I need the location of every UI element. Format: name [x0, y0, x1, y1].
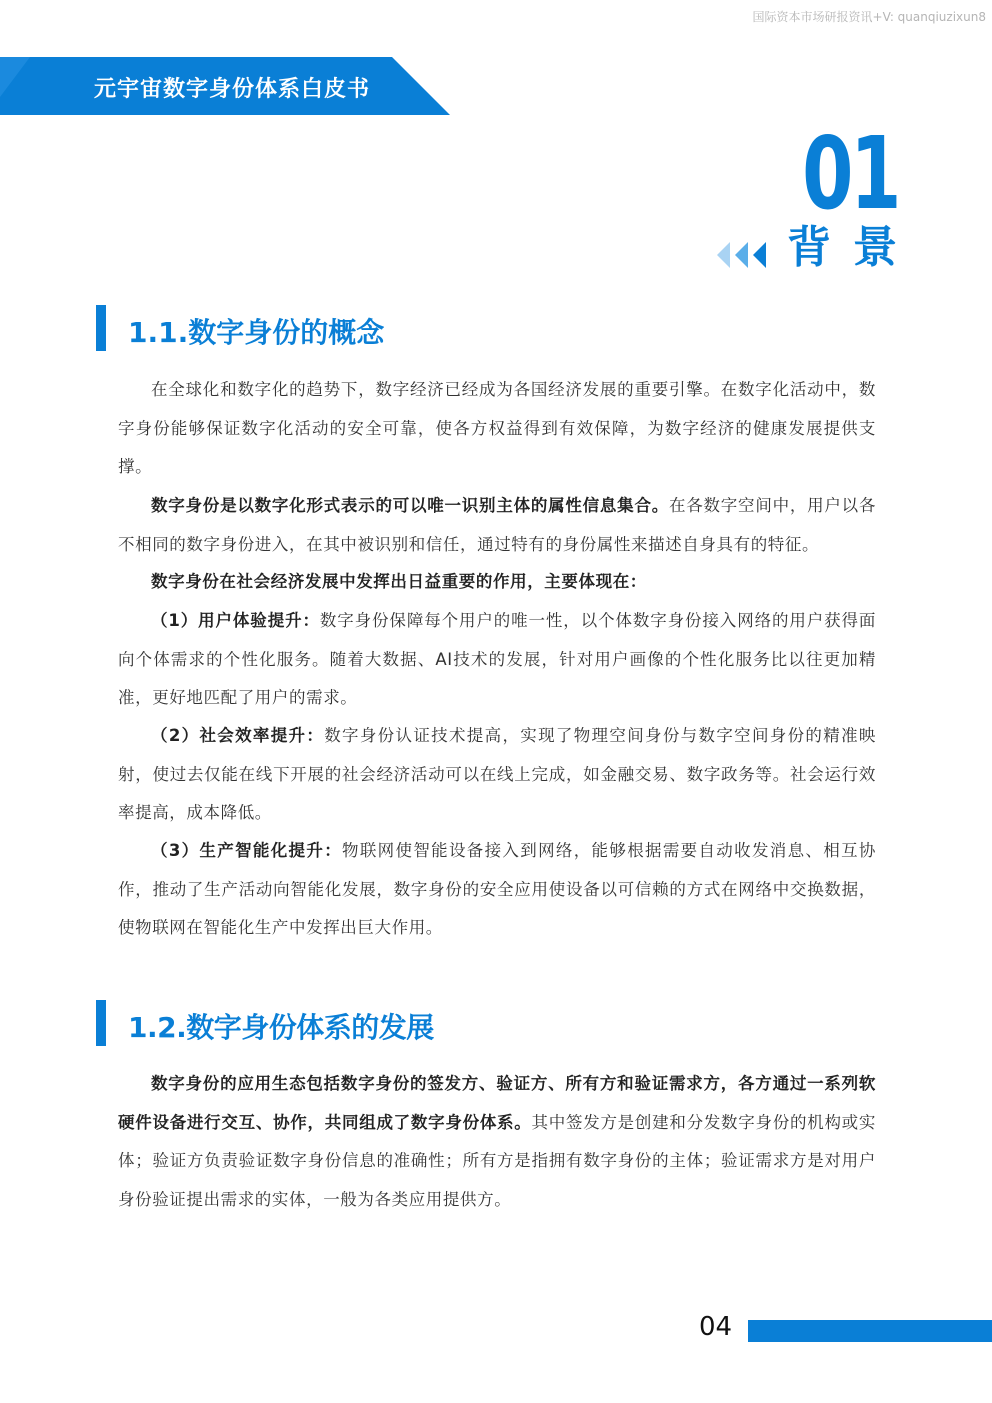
triple-chevron-left-icon: [716, 240, 770, 274]
document-title: 元宇宙数字身份体系白皮书: [94, 77, 371, 102]
watermark-text: 国际资本市场研报资讯+V: quanqiuzixun8: [752, 10, 986, 24]
paragraph: [118, 1065, 876, 1219]
page-number: 04: [699, 1312, 733, 1342]
paragraph: [118, 371, 876, 487]
paragraph-text: 其中签发方是创建和分发数字身份的机构或实体；验证方负责验证数字身份信息的准确性；所有方是指拥有数字身份的主体；验证需求方是对用户身份验证提出需求的实体，一般为各类应用提供方。: [118, 1112, 877, 1209]
paragraph-text: 在各数字空间中，用户以各不相同的数字身份进入，在其中被识别和信任，通过特有的身份属性来描述自身具有的特征。: [118, 496, 877, 554]
paragraph-bold-lead: 数字身份的应用生态包括数字身份的签发方、验证方、所有方和验证需求方，各方通过一系列软硬件设备进行交互、协作，共同组成了数字身份体系。: [118, 1074, 876, 1132]
paragraph-bold-lead: 数字身份在社会经济发展中发挥出日益重要的作用，主要体现在：: [151, 572, 647, 591]
chapter-number: 01: [801, 115, 898, 232]
paragraph-text: 在全球化和数字化的趋势下，数字经济已经成为各国经济发展的重要引擎。在数字化活动中，数字身份能够保证数字化活动的安全可靠，使各方权益得到有效保障，为数字经济的健康发展提供支撑。: [118, 380, 876, 476]
paragraph: [118, 602, 876, 718]
paragraph-text: 数字身份保障每个用户的唯一性，以个体数字身份接入网络的用户获得面向个体需求的个性化服务。随着大数据、AI技术的发展，针对用户画像的个性化服务比以往更加精准，更好地匹配了用户的需求。: [118, 611, 877, 707]
section-title: 1.2.数字身份体系的发展: [128, 1011, 434, 1044]
paragraph: [118, 717, 876, 833]
paragraph: [118, 563, 876, 602]
section-title: 1.1.数字身份的概念: [128, 316, 385, 349]
header-banner: [0, 57, 450, 115]
paragraph-bold-lead: （1）用户体验提升：: [151, 611, 320, 630]
section-marker-bar: [96, 305, 106, 351]
paragraph-bold-lead: （2）社会效率提升：: [151, 726, 325, 745]
paragraph: [118, 487, 876, 564]
chapter-title: 背景: [787, 222, 919, 273]
paragraph: [118, 832, 876, 948]
paragraph-bold-lead: （3）生产智能化提升：: [151, 841, 343, 860]
section-marker-bar: [96, 1000, 106, 1046]
paragraph-text: 物联网使智能设备接入到网络，能够根据需要自动收发消息、相互协作，推动了生产活动向智能化发展，数字身份的安全应用使设备以可信赖的方式在网络中交换数据，使物联网在智能化生产中发挥出巨大作用。: [118, 841, 876, 937]
paragraph-text: 数字身份认证技术提高，实现了物理空间身份与数字空间身份的精准映射，使过去仅能在线下开展的社会经济活动可以在线上完成，如金融交易、数字政务等。社会运行效率提高，成本降低。: [118, 726, 876, 822]
paragraph-bold-lead: 数字身份是以数字化形式表示的可以唯一识别主体的属性信息集合。: [151, 496, 669, 515]
footer-accent-bar: [748, 1320, 992, 1342]
